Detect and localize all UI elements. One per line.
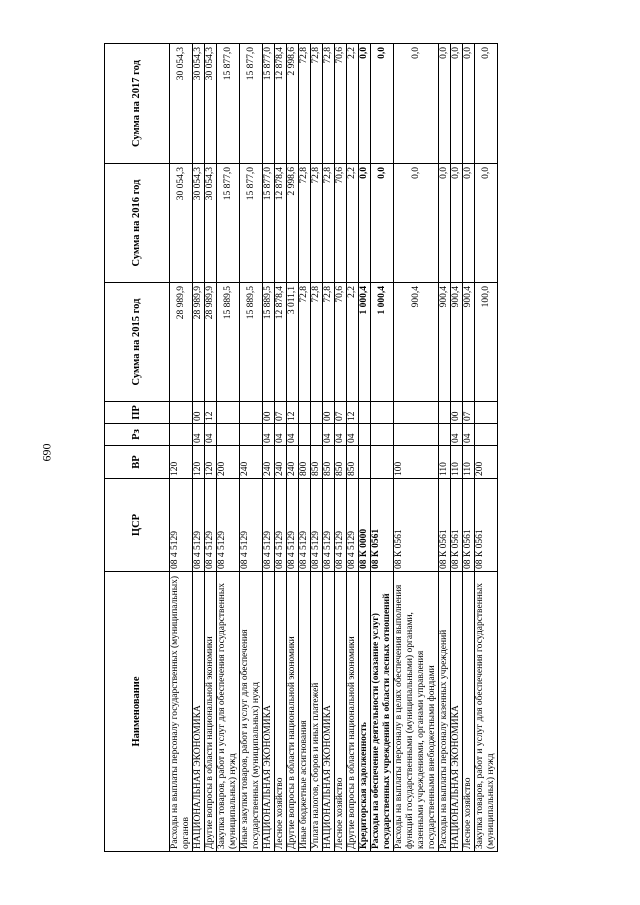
cell-y2017: 0,0 bbox=[394, 44, 439, 164]
cell-y2017: 0,0 bbox=[451, 44, 463, 164]
cell-y2016: 30 054,3 bbox=[170, 164, 193, 283]
cell-rz bbox=[394, 424, 439, 446]
cell-y2017: 30 054,3 bbox=[170, 44, 193, 164]
cell-vr bbox=[359, 446, 371, 479]
cell-pr bbox=[439, 402, 451, 424]
cell-y2015: 1 000,4 bbox=[371, 283, 394, 402]
cell-rz bbox=[170, 424, 193, 446]
cell-name: Расходы на выплаты персоналу казенных учреждений bbox=[439, 572, 451, 852]
cell-rz bbox=[371, 424, 394, 446]
cell-y2015: 3 011,1 bbox=[287, 283, 299, 402]
cell-name: Расходы на обеспечение деятельности (оказание услуг) государственных учреждений в области лесных отношений bbox=[371, 572, 394, 852]
cell-y2016: 2 998,6 bbox=[287, 164, 299, 283]
cell-name: Расходы на выплаты персоналу государственных (муниципальных) органов bbox=[170, 572, 193, 852]
cell-csr: 08 К 0561 bbox=[475, 479, 498, 572]
cell-y2016: 72,8 bbox=[311, 164, 323, 283]
table-row bbox=[347, 44, 359, 852]
cell-y2015: 15 889,5 bbox=[263, 283, 275, 402]
cell-rz: 04 bbox=[287, 424, 299, 446]
cell-vr: 120 bbox=[170, 446, 193, 479]
cell-y2015: 15 889,5 bbox=[240, 283, 263, 402]
cell-rz: 04 bbox=[323, 424, 335, 446]
cell-y2015: 900,4 bbox=[451, 283, 463, 402]
cell-csr: 08 К 0561 bbox=[439, 479, 451, 572]
cell-csr: 08 4 5129 bbox=[205, 479, 217, 572]
cell-y2016: 2,2 bbox=[347, 164, 359, 283]
cell-name: Закупка товаров, работ и услуг для обеспечения государственных (муниципальных) нужд bbox=[475, 572, 498, 852]
cell-vr: 850 bbox=[323, 446, 335, 479]
cell-rz bbox=[217, 424, 240, 446]
cell-name: Лесное хозяйство bbox=[275, 572, 287, 852]
cell-csr: 08 4 5129 bbox=[323, 479, 335, 572]
cell-pr: 07 bbox=[275, 402, 287, 424]
table-row bbox=[217, 44, 240, 852]
cell-csr: 08 4 5129 bbox=[240, 479, 263, 572]
cell-name: НАЦИОНАЛЬНАЯ ЭКОНОМИКА bbox=[323, 572, 335, 852]
cell-y2017: 72,8 bbox=[299, 44, 311, 164]
cell-name: Закупка товаров, работ и услуг для обеспечения государственных (муниципальных) нужд bbox=[217, 572, 240, 852]
cell-y2016: 0,0 bbox=[394, 164, 439, 283]
cell-y2016: 30 054,3 bbox=[193, 164, 205, 283]
cell-y2016: 70,6 bbox=[335, 164, 347, 283]
cell-name: Иные бюджетные ассигнования bbox=[299, 572, 311, 852]
table-row bbox=[275, 44, 287, 852]
cell-rz bbox=[359, 424, 371, 446]
cell-y2015: 100,0 bbox=[475, 283, 498, 402]
cell-name: НАЦИОНАЛЬНАЯ ЭКОНОМИКА bbox=[263, 572, 275, 852]
cell-name: Уплата налогов, сборов и иных платежей bbox=[311, 572, 323, 852]
cell-vr: 110 bbox=[463, 446, 475, 479]
cell-csr: 08 4 5129 bbox=[263, 479, 275, 572]
cell-name: Лесное хозяйство bbox=[463, 572, 475, 852]
cell-pr bbox=[371, 402, 394, 424]
cell-y2017: 30 054,3 bbox=[205, 44, 217, 164]
cell-vr: 100 bbox=[394, 446, 439, 479]
cell-y2015: 900,4 bbox=[394, 283, 439, 402]
header-csr: ЦСР bbox=[105, 479, 170, 572]
cell-y2015: 900,4 bbox=[439, 283, 451, 402]
cell-vr: 850 bbox=[335, 446, 347, 479]
cell-csr: 08 4 5129 bbox=[287, 479, 299, 572]
cell-pr: 12 bbox=[287, 402, 299, 424]
cell-vr: 800 bbox=[299, 446, 311, 479]
cell-y2017: 0,0 bbox=[463, 44, 475, 164]
cell-y2017: 70,6 bbox=[335, 44, 347, 164]
table-row bbox=[299, 44, 311, 852]
cell-rz: 04 bbox=[335, 424, 347, 446]
cell-csr: 08 4 5129 bbox=[335, 479, 347, 572]
cell-csr: 08 4 5129 bbox=[193, 479, 205, 572]
cell-rz bbox=[311, 424, 323, 446]
table-row bbox=[311, 44, 323, 852]
header-name: Наименование bbox=[105, 572, 170, 852]
cell-y2016: 15 877,0 bbox=[240, 164, 263, 283]
cell-rz bbox=[439, 424, 451, 446]
table-row bbox=[451, 44, 463, 852]
budget-table bbox=[104, 43, 498, 852]
cell-pr: 12 bbox=[347, 402, 359, 424]
cell-y2017: 15 877,0 bbox=[240, 44, 263, 164]
cell-y2017: 30 054,3 bbox=[193, 44, 205, 164]
cell-y2017: 0,0 bbox=[371, 44, 394, 164]
cell-y2017: 0,0 bbox=[475, 44, 498, 164]
cell-rz: 04 bbox=[263, 424, 275, 446]
rotated-table-container bbox=[104, 44, 536, 852]
cell-y2016: 30 054,3 bbox=[205, 164, 217, 283]
cell-csr: 08 К 0561 bbox=[371, 479, 394, 572]
cell-rz: 04 bbox=[347, 424, 359, 446]
cell-pr: 00 bbox=[323, 402, 335, 424]
cell-pr bbox=[299, 402, 311, 424]
cell-vr: 120 bbox=[193, 446, 205, 479]
cell-y2015: 28 989,9 bbox=[193, 283, 205, 402]
cell-y2017: 2,2 bbox=[347, 44, 359, 164]
cell-pr bbox=[170, 402, 193, 424]
cell-csr: 08 4 5129 bbox=[311, 479, 323, 572]
cell-y2016: 15 877,0 bbox=[217, 164, 240, 283]
cell-csr: 08 4 5129 bbox=[275, 479, 287, 572]
cell-y2017: 72,8 bbox=[311, 44, 323, 164]
cell-csr: 08 4 5129 bbox=[170, 479, 193, 572]
cell-csr: 08 К 0561 bbox=[451, 479, 463, 572]
cell-y2015: 28 989,9 bbox=[205, 283, 217, 402]
cell-vr: 850 bbox=[311, 446, 323, 479]
table-row bbox=[240, 44, 263, 852]
cell-y2016: 12 878,4 bbox=[275, 164, 287, 283]
table-row bbox=[335, 44, 347, 852]
cell-y2017: 0,0 bbox=[359, 44, 371, 164]
cell-y2017: 15 877,0 bbox=[263, 44, 275, 164]
cell-y2016: 0,0 bbox=[451, 164, 463, 283]
header-2015: Сумма на 2015 год bbox=[105, 283, 170, 402]
page-number-area bbox=[32, 0, 62, 905]
cell-rz: 04 bbox=[193, 424, 205, 446]
cell-pr bbox=[311, 402, 323, 424]
cell-y2015: 900,4 bbox=[463, 283, 475, 402]
cell-vr: 240 bbox=[263, 446, 275, 479]
cell-y2017: 15 877,0 bbox=[217, 44, 240, 164]
cell-pr: 07 bbox=[463, 402, 475, 424]
cell-y2017: 72,8 bbox=[323, 44, 335, 164]
cell-vr: 110 bbox=[439, 446, 451, 479]
table-row bbox=[287, 44, 299, 852]
cell-y2015: 28 989,9 bbox=[170, 283, 193, 402]
header-vr: ВР bbox=[105, 446, 170, 479]
cell-name: Иные закупки товаров, работ и услуг для обеспечения государственных (муниципальных) нужд bbox=[240, 572, 263, 852]
header-rz: Рз bbox=[105, 424, 170, 446]
cell-y2015: 12 878,4 bbox=[275, 283, 287, 402]
cell-rz: 04 bbox=[463, 424, 475, 446]
table-row bbox=[463, 44, 475, 852]
cell-name: Расходы на выплаты персоналу в целях обеспечения выполнения функций государственными (муниципальными) органами, казенными учреждениями, органами управления государственными внебюджетными фондами bbox=[394, 572, 439, 852]
cell-y2015: 70,6 bbox=[335, 283, 347, 402]
table-row bbox=[323, 44, 335, 852]
cell-pr: 12 bbox=[205, 402, 217, 424]
cell-y2015: 72,8 bbox=[311, 283, 323, 402]
header-2016: Сумма на 2016 год bbox=[105, 164, 170, 283]
cell-rz: 04 bbox=[205, 424, 217, 446]
cell-csr: 08 4 5129 bbox=[217, 479, 240, 572]
cell-rz: 04 bbox=[451, 424, 463, 446]
cell-csr: 08 К 0561 bbox=[394, 479, 439, 572]
cell-vr: 240 bbox=[275, 446, 287, 479]
table-header-row bbox=[105, 44, 170, 852]
table-row bbox=[170, 44, 193, 852]
table-row bbox=[193, 44, 205, 852]
cell-csr: 08 К 0000 bbox=[359, 479, 371, 572]
cell-vr bbox=[371, 446, 394, 479]
cell-y2015: 72,8 bbox=[323, 283, 335, 402]
cell-csr: 08 4 5129 bbox=[347, 479, 359, 572]
cell-y2017: 2 998,6 bbox=[287, 44, 299, 164]
table-row bbox=[475, 44, 498, 852]
cell-pr bbox=[240, 402, 263, 424]
cell-vr: 200 bbox=[217, 446, 240, 479]
cell-y2015: 72,8 bbox=[299, 283, 311, 402]
cell-rz bbox=[299, 424, 311, 446]
cell-vr: 120 bbox=[205, 446, 217, 479]
cell-y2016: 0,0 bbox=[359, 164, 371, 283]
cell-name: Лесное хозяйство bbox=[335, 572, 347, 852]
cell-vr: 240 bbox=[287, 446, 299, 479]
header-pr: ПР bbox=[105, 402, 170, 424]
table-row bbox=[263, 44, 275, 852]
cell-y2016: 72,8 bbox=[323, 164, 335, 283]
cell-csr: 08 4 5129 bbox=[299, 479, 311, 572]
cell-name: НАЦИОНАЛЬНАЯ ЭКОНОМИКА bbox=[193, 572, 205, 852]
cell-y2016: 15 877,0 bbox=[263, 164, 275, 283]
cell-name: НАЦИОНАЛЬНАЯ ЭКОНОМИКА bbox=[451, 572, 463, 852]
cell-y2016: 0,0 bbox=[475, 164, 498, 283]
cell-y2015: 1 000,4 bbox=[359, 283, 371, 402]
cell-y2015: 2,2 bbox=[347, 283, 359, 402]
cell-y2016: 0,0 bbox=[371, 164, 394, 283]
cell-name: Другие вопросы в области национальной экономики bbox=[205, 572, 217, 852]
table-row bbox=[394, 44, 439, 852]
header-2017: Сумма на 2017 год bbox=[105, 44, 170, 164]
cell-pr bbox=[359, 402, 371, 424]
cell-pr: 00 bbox=[263, 402, 275, 424]
cell-y2015: 15 889,5 bbox=[217, 283, 240, 402]
cell-vr: 240 bbox=[240, 446, 263, 479]
cell-vr: 110 bbox=[451, 446, 463, 479]
cell-pr bbox=[217, 402, 240, 424]
cell-pr bbox=[475, 402, 498, 424]
cell-y2017: 0,0 bbox=[439, 44, 451, 164]
cell-pr: 00 bbox=[193, 402, 205, 424]
cell-name: Кредиторская задолженность bbox=[359, 572, 371, 852]
page-number: 690 bbox=[39, 443, 54, 462]
cell-rz: 04 bbox=[275, 424, 287, 446]
cell-rz bbox=[240, 424, 263, 446]
table-row bbox=[439, 44, 451, 852]
cell-y2017: 12 878,4 bbox=[275, 44, 287, 164]
cell-pr: 07 bbox=[335, 402, 347, 424]
cell-pr bbox=[394, 402, 439, 424]
cell-pr: 00 bbox=[451, 402, 463, 424]
cell-y2016: 0,0 bbox=[463, 164, 475, 283]
cell-name: Другие вопросы в области национальной экономики bbox=[287, 572, 299, 852]
cell-vr: 850 bbox=[347, 446, 359, 479]
table-row bbox=[371, 44, 394, 852]
table-row bbox=[205, 44, 217, 852]
cell-y2016: 0,0 bbox=[439, 164, 451, 283]
cell-vr: 200 bbox=[475, 446, 498, 479]
cell-csr: 08 К 0561 bbox=[463, 479, 475, 572]
cell-y2016: 72,8 bbox=[299, 164, 311, 283]
cell-name: Другие вопросы в области национальной экономики bbox=[347, 572, 359, 852]
cell-rz bbox=[475, 424, 498, 446]
table-row bbox=[359, 44, 371, 852]
